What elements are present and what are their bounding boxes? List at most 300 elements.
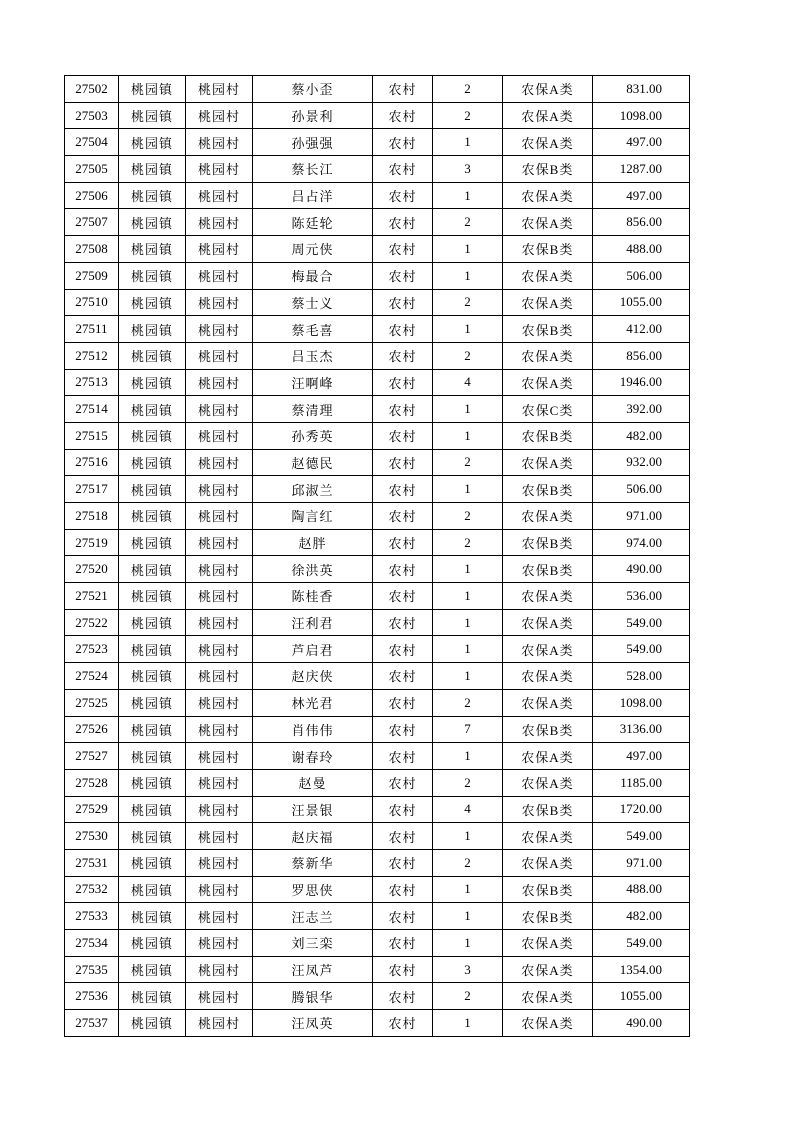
cell-name: 梅最合 xyxy=(253,262,373,289)
cell-amount: 831.00 xyxy=(593,76,690,103)
cell-town: 桃园镇 xyxy=(119,262,186,289)
cell-count: 1 xyxy=(433,1010,503,1037)
cell-type: 农村 xyxy=(373,369,433,396)
cell-town: 桃园镇 xyxy=(119,663,186,690)
cell-amount: 392.00 xyxy=(593,396,690,423)
cell-name: 孙强强 xyxy=(253,129,373,156)
cell-village: 桃园村 xyxy=(186,102,253,129)
cell-name: 吕玉杰 xyxy=(253,342,373,369)
cell-count: 1 xyxy=(433,556,503,583)
cell-name: 赵庆侠 xyxy=(253,663,373,690)
cell-category: 农保A类 xyxy=(503,689,593,716)
cell-amount: 506.00 xyxy=(593,476,690,503)
cell-town: 桃园镇 xyxy=(119,503,186,530)
cell-type: 农村 xyxy=(373,422,433,449)
cell-count: 1 xyxy=(433,182,503,209)
cell-count: 2 xyxy=(433,102,503,129)
cell-type: 农村 xyxy=(373,476,433,503)
table-row xyxy=(65,689,690,716)
cell-town: 桃园镇 xyxy=(119,583,186,610)
cell-category: 农保A类 xyxy=(503,262,593,289)
cell-town: 桃园镇 xyxy=(119,102,186,129)
cell-type: 农村 xyxy=(373,609,433,636)
cell-id: 27536 xyxy=(65,983,119,1010)
cell-count: 1 xyxy=(433,476,503,503)
cell-id: 27529 xyxy=(65,796,119,823)
cell-amount: 932.00 xyxy=(593,449,690,476)
cell-count: 2 xyxy=(433,983,503,1010)
cell-town: 桃园镇 xyxy=(119,369,186,396)
cell-village: 桃园村 xyxy=(186,930,253,957)
cell-village: 桃园村 xyxy=(186,903,253,930)
cell-category: 农保B类 xyxy=(503,316,593,343)
cell-name: 吕占洋 xyxy=(253,182,373,209)
table-row xyxy=(65,583,690,610)
table-row xyxy=(65,316,690,343)
cell-village: 桃园村 xyxy=(186,449,253,476)
cell-type: 农村 xyxy=(373,876,433,903)
cell-name: 蔡士义 xyxy=(253,289,373,316)
cell-amount: 412.00 xyxy=(593,316,690,343)
cell-category: 农保B类 xyxy=(503,716,593,743)
cell-type: 农村 xyxy=(373,823,433,850)
cell-amount: 549.00 xyxy=(593,930,690,957)
cell-category: 农保A类 xyxy=(503,342,593,369)
cell-id: 27515 xyxy=(65,422,119,449)
cell-id: 27532 xyxy=(65,876,119,903)
table-row xyxy=(65,209,690,236)
cell-type: 农村 xyxy=(373,903,433,930)
cell-amount: 971.00 xyxy=(593,849,690,876)
table-row xyxy=(65,743,690,770)
cell-category: 农保A类 xyxy=(503,449,593,476)
cell-count: 4 xyxy=(433,369,503,396)
table-row xyxy=(65,236,690,263)
cell-type: 农村 xyxy=(373,236,433,263)
cell-category: 农保B类 xyxy=(503,903,593,930)
cell-name: 汪凤英 xyxy=(253,1010,373,1037)
cell-town: 桃园镇 xyxy=(119,209,186,236)
cell-village: 桃园村 xyxy=(186,689,253,716)
cell-id: 27519 xyxy=(65,529,119,556)
cell-category: 农保A类 xyxy=(503,983,593,1010)
benefits-table-container xyxy=(64,75,689,1037)
table-row xyxy=(65,156,690,183)
cell-name: 徐洪英 xyxy=(253,556,373,583)
cell-village: 桃园村 xyxy=(186,956,253,983)
table-row xyxy=(65,262,690,289)
cell-count: 2 xyxy=(433,209,503,236)
cell-town: 桃园镇 xyxy=(119,609,186,636)
cell-id: 27513 xyxy=(65,369,119,396)
table-row xyxy=(65,76,690,103)
cell-category: 农保B类 xyxy=(503,476,593,503)
cell-category: 农保B类 xyxy=(503,796,593,823)
cell-id: 27505 xyxy=(65,156,119,183)
cell-category: 农保A类 xyxy=(503,823,593,850)
cell-amount: 1098.00 xyxy=(593,689,690,716)
cell-category: 农保A类 xyxy=(503,583,593,610)
cell-town: 桃园镇 xyxy=(119,956,186,983)
cell-village: 桃园村 xyxy=(186,529,253,556)
cell-category: 农保B类 xyxy=(503,876,593,903)
cell-village: 桃园村 xyxy=(186,583,253,610)
cell-village: 桃园村 xyxy=(186,236,253,263)
cell-id: 27516 xyxy=(65,449,119,476)
cell-town: 桃园镇 xyxy=(119,689,186,716)
cell-count: 1 xyxy=(433,262,503,289)
cell-type: 农村 xyxy=(373,689,433,716)
cell-village: 桃园村 xyxy=(186,609,253,636)
cell-town: 桃园镇 xyxy=(119,342,186,369)
table-row xyxy=(65,956,690,983)
cell-amount: 856.00 xyxy=(593,209,690,236)
cell-type: 农村 xyxy=(373,449,433,476)
cell-count: 3 xyxy=(433,956,503,983)
cell-amount: 1185.00 xyxy=(593,769,690,796)
cell-name: 蔡长江 xyxy=(253,156,373,183)
cell-name: 肖伟伟 xyxy=(253,716,373,743)
cell-category: 农保B类 xyxy=(503,556,593,583)
cell-id: 27537 xyxy=(65,1010,119,1037)
cell-village: 桃园村 xyxy=(186,823,253,850)
cell-category: 农保A类 xyxy=(503,849,593,876)
cell-type: 农村 xyxy=(373,743,433,770)
cell-category: 农保A类 xyxy=(503,102,593,129)
cell-count: 2 xyxy=(433,529,503,556)
cell-name: 赵胖 xyxy=(253,529,373,556)
cell-amount: 974.00 xyxy=(593,529,690,556)
cell-id: 27508 xyxy=(65,236,119,263)
cell-id: 27523 xyxy=(65,636,119,663)
cell-category: 农保A类 xyxy=(503,956,593,983)
table-row xyxy=(65,636,690,663)
cell-category: 农保C类 xyxy=(503,396,593,423)
cell-name: 谢春玲 xyxy=(253,743,373,770)
cell-category: 农保A类 xyxy=(503,369,593,396)
cell-name: 蔡清理 xyxy=(253,396,373,423)
cell-count: 2 xyxy=(433,289,503,316)
table-row xyxy=(65,369,690,396)
cell-id: 27507 xyxy=(65,209,119,236)
cell-name: 林光君 xyxy=(253,689,373,716)
cell-amount: 1720.00 xyxy=(593,796,690,823)
cell-id: 27533 xyxy=(65,903,119,930)
cell-name: 孙景利 xyxy=(253,102,373,129)
cell-village: 桃园村 xyxy=(186,369,253,396)
table-row xyxy=(65,849,690,876)
cell-id: 27530 xyxy=(65,823,119,850)
cell-amount: 1946.00 xyxy=(593,369,690,396)
cell-type: 农村 xyxy=(373,983,433,1010)
cell-amount: 1354.00 xyxy=(593,956,690,983)
cell-count: 1 xyxy=(433,236,503,263)
cell-amount: 482.00 xyxy=(593,903,690,930)
cell-amount: 549.00 xyxy=(593,636,690,663)
cell-id: 27525 xyxy=(65,689,119,716)
cell-count: 3 xyxy=(433,156,503,183)
cell-type: 农村 xyxy=(373,849,433,876)
cell-town: 桃园镇 xyxy=(119,422,186,449)
cell-town: 桃园镇 xyxy=(119,823,186,850)
table-row xyxy=(65,503,690,530)
cell-village: 桃园村 xyxy=(186,76,253,103)
cell-amount: 1287.00 xyxy=(593,156,690,183)
cell-amount: 497.00 xyxy=(593,182,690,209)
table-row xyxy=(65,983,690,1010)
table-row xyxy=(65,476,690,503)
cell-amount: 971.00 xyxy=(593,503,690,530)
cell-village: 桃园村 xyxy=(186,503,253,530)
cell-id: 27510 xyxy=(65,289,119,316)
cell-type: 农村 xyxy=(373,396,433,423)
cell-village: 桃园村 xyxy=(186,716,253,743)
cell-type: 农村 xyxy=(373,76,433,103)
cell-count: 4 xyxy=(433,796,503,823)
cell-type: 农村 xyxy=(373,583,433,610)
cell-id: 27503 xyxy=(65,102,119,129)
cell-type: 农村 xyxy=(373,102,433,129)
cell-count: 2 xyxy=(433,342,503,369)
cell-town: 桃园镇 xyxy=(119,743,186,770)
cell-type: 农村 xyxy=(373,529,433,556)
cell-type: 农村 xyxy=(373,796,433,823)
cell-type: 农村 xyxy=(373,1010,433,1037)
cell-category: 农保B类 xyxy=(503,236,593,263)
cell-count: 1 xyxy=(433,396,503,423)
cell-name: 陈桂香 xyxy=(253,583,373,610)
table-row xyxy=(65,129,690,156)
cell-town: 桃园镇 xyxy=(119,903,186,930)
cell-count: 1 xyxy=(433,422,503,449)
cell-name: 蔡新华 xyxy=(253,849,373,876)
cell-id: 27517 xyxy=(65,476,119,503)
cell-village: 桃园村 xyxy=(186,876,253,903)
cell-name: 汪利君 xyxy=(253,609,373,636)
cell-count: 1 xyxy=(433,583,503,610)
cell-id: 27509 xyxy=(65,262,119,289)
cell-count: 1 xyxy=(433,636,503,663)
cell-category: 农保A类 xyxy=(503,182,593,209)
cell-village: 桃园村 xyxy=(186,209,253,236)
cell-amount: 490.00 xyxy=(593,1010,690,1037)
cell-name: 汪志兰 xyxy=(253,903,373,930)
cell-count: 7 xyxy=(433,716,503,743)
cell-amount: 490.00 xyxy=(593,556,690,583)
cell-town: 桃园镇 xyxy=(119,930,186,957)
cell-id: 27524 xyxy=(65,663,119,690)
cell-category: 农保A类 xyxy=(503,76,593,103)
cell-id: 27512 xyxy=(65,342,119,369)
table-row xyxy=(65,449,690,476)
cell-name: 罗思侠 xyxy=(253,876,373,903)
cell-village: 桃园村 xyxy=(186,983,253,1010)
cell-name: 蔡小歪 xyxy=(253,76,373,103)
cell-village: 桃园村 xyxy=(186,636,253,663)
table-row xyxy=(65,796,690,823)
cell-count: 2 xyxy=(433,449,503,476)
table-row xyxy=(65,876,690,903)
cell-village: 桃园村 xyxy=(186,556,253,583)
cell-type: 农村 xyxy=(373,156,433,183)
cell-amount: 497.00 xyxy=(593,743,690,770)
cell-id: 27526 xyxy=(65,716,119,743)
table-row xyxy=(65,102,690,129)
cell-town: 桃园镇 xyxy=(119,129,186,156)
cell-id: 27520 xyxy=(65,556,119,583)
cell-category: 农保A类 xyxy=(503,743,593,770)
cell-name: 刘三栾 xyxy=(253,930,373,957)
cell-id: 27531 xyxy=(65,849,119,876)
cell-count: 1 xyxy=(433,663,503,690)
cell-name: 孙秀英 xyxy=(253,422,373,449)
cell-town: 桃园镇 xyxy=(119,396,186,423)
cell-id: 27521 xyxy=(65,583,119,610)
cell-id: 27506 xyxy=(65,182,119,209)
cell-town: 桃园镇 xyxy=(119,876,186,903)
cell-town: 桃园镇 xyxy=(119,236,186,263)
cell-town: 桃园镇 xyxy=(119,449,186,476)
cell-id: 27511 xyxy=(65,316,119,343)
cell-type: 农村 xyxy=(373,503,433,530)
cell-id: 27535 xyxy=(65,956,119,983)
table-row xyxy=(65,716,690,743)
cell-amount: 549.00 xyxy=(593,823,690,850)
cell-type: 农村 xyxy=(373,316,433,343)
cell-type: 农村 xyxy=(373,663,433,690)
table-row xyxy=(65,396,690,423)
cell-name: 腾银华 xyxy=(253,983,373,1010)
cell-category: 农保A类 xyxy=(503,1010,593,1037)
cell-id: 27514 xyxy=(65,396,119,423)
cell-village: 桃园村 xyxy=(186,422,253,449)
cell-name: 汪凤芦 xyxy=(253,956,373,983)
cell-count: 2 xyxy=(433,76,503,103)
cell-name: 芦启君 xyxy=(253,636,373,663)
cell-village: 桃园村 xyxy=(186,849,253,876)
cell-id: 27527 xyxy=(65,743,119,770)
cell-name: 赵曼 xyxy=(253,769,373,796)
cell-type: 农村 xyxy=(373,182,433,209)
cell-count: 2 xyxy=(433,769,503,796)
cell-id: 27534 xyxy=(65,930,119,957)
cell-category: 农保A类 xyxy=(503,129,593,156)
cell-village: 桃园村 xyxy=(186,396,253,423)
cell-town: 桃园镇 xyxy=(119,769,186,796)
cell-count: 1 xyxy=(433,609,503,636)
cell-village: 桃园村 xyxy=(186,129,253,156)
cell-type: 农村 xyxy=(373,769,433,796)
cell-town: 桃园镇 xyxy=(119,76,186,103)
cell-category: 农保A类 xyxy=(503,209,593,236)
cell-count: 2 xyxy=(433,689,503,716)
cell-amount: 1055.00 xyxy=(593,289,690,316)
cell-category: 农保B类 xyxy=(503,529,593,556)
cell-town: 桃园镇 xyxy=(119,849,186,876)
cell-village: 桃园村 xyxy=(186,476,253,503)
table-row xyxy=(65,556,690,583)
cell-category: 农保A类 xyxy=(503,289,593,316)
cell-type: 农村 xyxy=(373,556,433,583)
cell-type: 农村 xyxy=(373,342,433,369)
cell-count: 1 xyxy=(433,903,503,930)
benefits-table xyxy=(64,75,690,1037)
cell-amount: 506.00 xyxy=(593,262,690,289)
cell-town: 桃园镇 xyxy=(119,529,186,556)
cell-type: 农村 xyxy=(373,209,433,236)
cell-name: 邱淑兰 xyxy=(253,476,373,503)
cell-town: 桃园镇 xyxy=(119,156,186,183)
cell-name: 汪景银 xyxy=(253,796,373,823)
cell-count: 1 xyxy=(433,876,503,903)
cell-count: 1 xyxy=(433,316,503,343)
cell-village: 桃园村 xyxy=(186,796,253,823)
cell-town: 桃园镇 xyxy=(119,316,186,343)
cell-category: 农保B类 xyxy=(503,156,593,183)
cell-category: 农保A类 xyxy=(503,663,593,690)
cell-type: 农村 xyxy=(373,129,433,156)
cell-count: 2 xyxy=(433,849,503,876)
cell-count: 1 xyxy=(433,930,503,957)
cell-amount: 528.00 xyxy=(593,663,690,690)
table-row xyxy=(65,930,690,957)
table-row xyxy=(65,1010,690,1037)
table-row xyxy=(65,342,690,369)
cell-category: 农保A类 xyxy=(503,930,593,957)
cell-village: 桃园村 xyxy=(186,663,253,690)
cell-id: 27528 xyxy=(65,769,119,796)
cell-type: 农村 xyxy=(373,289,433,316)
cell-name: 周元侠 xyxy=(253,236,373,263)
cell-village: 桃园村 xyxy=(186,1010,253,1037)
cell-id: 27522 xyxy=(65,609,119,636)
cell-name: 陈廷轮 xyxy=(253,209,373,236)
cell-type: 农村 xyxy=(373,716,433,743)
cell-name: 陶言红 xyxy=(253,503,373,530)
cell-town: 桃园镇 xyxy=(119,796,186,823)
cell-amount: 1055.00 xyxy=(593,983,690,1010)
cell-amount: 488.00 xyxy=(593,236,690,263)
cell-village: 桃园村 xyxy=(186,156,253,183)
cell-village: 桃园村 xyxy=(186,769,253,796)
table-row xyxy=(65,422,690,449)
cell-town: 桃园镇 xyxy=(119,182,186,209)
cell-village: 桃园村 xyxy=(186,182,253,209)
cell-village: 桃园村 xyxy=(186,262,253,289)
cell-amount: 497.00 xyxy=(593,129,690,156)
cell-amount: 482.00 xyxy=(593,422,690,449)
cell-category: 农保B类 xyxy=(503,422,593,449)
table-row xyxy=(65,823,690,850)
table-body xyxy=(65,76,690,1037)
cell-town: 桃园镇 xyxy=(119,636,186,663)
cell-type: 农村 xyxy=(373,930,433,957)
cell-town: 桃园镇 xyxy=(119,476,186,503)
table-row xyxy=(65,529,690,556)
cell-type: 农村 xyxy=(373,956,433,983)
cell-town: 桃园镇 xyxy=(119,716,186,743)
cell-village: 桃园村 xyxy=(186,289,253,316)
cell-name: 汪啊峰 xyxy=(253,369,373,396)
cell-amount: 1098.00 xyxy=(593,102,690,129)
cell-type: 农村 xyxy=(373,636,433,663)
table-row xyxy=(65,663,690,690)
cell-id: 27518 xyxy=(65,503,119,530)
cell-amount: 549.00 xyxy=(593,609,690,636)
cell-count: 1 xyxy=(433,743,503,770)
cell-town: 桃园镇 xyxy=(119,983,186,1010)
cell-type: 农村 xyxy=(373,262,433,289)
